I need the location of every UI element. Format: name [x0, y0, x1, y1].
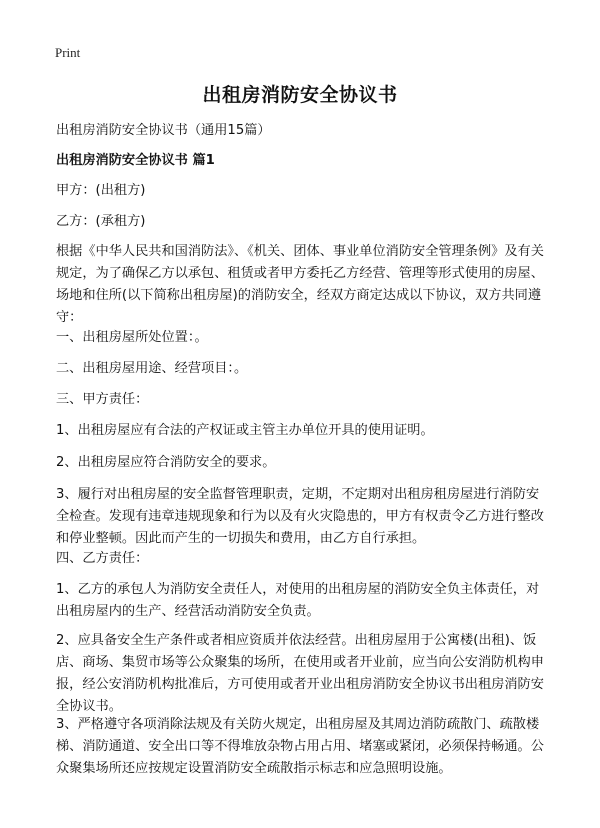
paragraph-party-a-duties-heading: 三、甲方责任： — [56, 392, 149, 407]
paragraph-party-b-duty-1: 1、乙方的承包人为消防安全责任人，对使用的出租房屋的消防安全负主体责任，对出租房屋内的生产、经营活动消防安全负责。 — [56, 582, 540, 619]
paragraph-usage: 二、出租房屋用途、经营项目：。 — [56, 361, 248, 376]
paragraph-preamble: 根据《中华人民共和国消防法》、《机关、团体、事业单位消防安全管理条例》及有关规定，为了确保乙方以承包、租赁或者甲方委托乙方经营、管理等形式使用的房屋、场地和住所(以下简称出租房屋)的消防安全，经双方商定达成以下协议，双方共同遵守： — [56, 244, 544, 325]
paragraph-party-a-duty-1: 1、出租房屋应有合法的产权证或主管主办单位开具的使用证明。 — [56, 423, 434, 438]
section-heading: 出租房消防安全协议书 篇1 — [56, 153, 215, 168]
paragraph-party-b: 乙方：(承租方) — [56, 214, 146, 229]
paragraph-party-b-duty-2: 2、应具备安全生产条件或者相应资质并依法经营。出租房屋用于公寓楼(出租)、饭店、商场、集贸市场等公众聚集的场所，在使用或者开业前，应当向公安消防机构申报，经公安消防机构批准后，方可使用或者开业出租房消防安全协议书出租房消防安全协议书。 — [56, 633, 544, 714]
paragraph-party-a-duty-2: 2、出租房屋应符合消防安全的要求。 — [56, 455, 276, 470]
paragraph-party-b-duty-3: 3、严格遵守各项消除法规及有关防火规定，出租房屋及其周边消防疏散门、疏散楼梯、消防通道、安全出口等不得堆放杂物占用占用、堵塞或紧闭，必须保持畅通。公众聚集场所还应按规定设置消防安全疏散指示标志和应急照明设施。 — [56, 717, 544, 776]
document-title: 出租房消防安全协议书 — [202, 84, 398, 106]
paragraph-party-a-duty-3: 3、履行对出租房屋的安全监督管理职责，定期，不定期对出租房租房屋进行消防安全检查。发现有违章违规现象和行为以及有火灾隐患的，甲方有权责令乙方进行整改和停业整顿。因此而产生的一切损失和费用，由乙方自行承担。 — [56, 487, 544, 546]
print-link[interactable]: Print — [55, 45, 81, 60]
paragraph-party-b-duties-heading: 四、乙方责任： — [56, 551, 149, 566]
document-subtitle: 出租房消防安全协议书（通用15篇） — [56, 123, 271, 138]
paragraph-location: 一、出租房屋所处位置：。 — [56, 330, 208, 345]
paragraph-party-a: 甲方：(出租方) — [56, 183, 146, 198]
